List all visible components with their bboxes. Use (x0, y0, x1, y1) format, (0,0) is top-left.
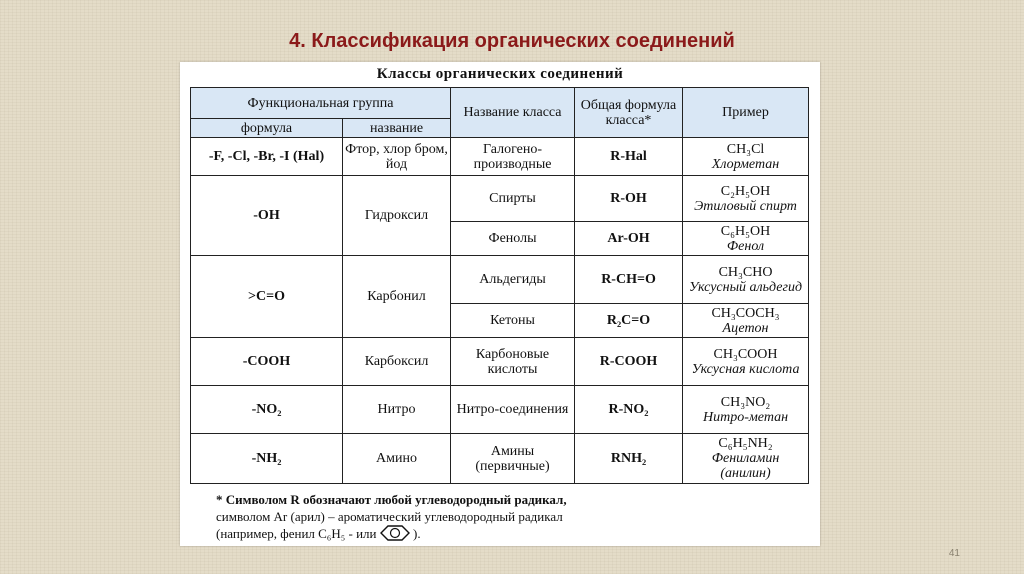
cell-general-formula: RNH₂ (575, 434, 683, 484)
table-row (191, 386, 809, 434)
cell-example (683, 386, 809, 434)
cell-formula: >C=O (191, 256, 343, 338)
example-name: Фениламин (анилин) (711, 451, 780, 481)
cell-general-formula: R-Hal (575, 138, 683, 176)
cell-name: Амино (343, 434, 451, 484)
cell-name: Гидроксил (343, 176, 451, 256)
cell-example (683, 338, 809, 386)
cell-class-name: Нитро-соединения (451, 386, 575, 434)
table-caption: Классы органических соединений (376, 66, 624, 82)
table-row (191, 338, 809, 386)
cell-name: Карбонил (343, 256, 451, 338)
header-formula: формула (191, 119, 343, 138)
example-name: Этиловый спирт (694, 198, 797, 214)
example-name: Ацетон (722, 320, 769, 336)
cell-class-name: Кетоны (451, 304, 575, 338)
footnote-line: * Символом R обозначают любой углеводородный радикал, (216, 492, 567, 507)
slide-title: 4. Классификация органических соединений (289, 30, 735, 52)
cell-class-name: Спирты (451, 176, 575, 222)
cell-example (683, 176, 809, 222)
table-row (191, 176, 809, 222)
example-formula: CH₃COCH₃ (711, 305, 780, 321)
classification-table (190, 87, 809, 484)
cell-general-formula: R-CH=O (575, 256, 683, 304)
cell-class-name: Галогено-производные (451, 138, 575, 176)
example-formula: C₂H₅OH (720, 183, 771, 199)
example-formula: CH₃CHO (718, 264, 773, 280)
cell-example (683, 138, 809, 176)
cell-formula: -F, -Cl, -Br, -I (Hal) (191, 138, 343, 176)
cell-name: Фтор, хлор бром, йод (343, 138, 451, 176)
table-row (191, 434, 809, 484)
cell-general-formula: R-NO₂ (575, 386, 683, 434)
header-functional-group: Функциональная группа (191, 88, 451, 119)
example-name: Уксусный альдегид (688, 279, 803, 295)
cell-example (683, 222, 809, 256)
cell-name: Нитро (343, 386, 451, 434)
cell-general-formula: R-OH (575, 176, 683, 222)
header-general-formula: Общая формула класса* (575, 88, 683, 138)
cell-class-name: Карбоновые кислоты (451, 338, 575, 386)
cell-example (683, 256, 809, 304)
table-panel (180, 62, 820, 546)
cell-formula: -NO₂ (191, 386, 343, 434)
footnote-text: ). (413, 526, 421, 541)
cell-class-name: Амины (первичные) (451, 434, 575, 484)
example-name: Уксусная кислота (691, 361, 800, 377)
example-formula: CH₃Cl (726, 141, 765, 157)
cell-example (683, 434, 809, 484)
example-name: Фенол (726, 238, 765, 254)
cell-general-formula: Ar-OH (575, 222, 683, 256)
footnote-text: (например, фенил C₆H₅ - или (216, 526, 377, 541)
cell-formula: -NH₂ (191, 434, 343, 484)
cell-example (683, 304, 809, 338)
page-number: 41 (948, 548, 960, 559)
footnote (216, 491, 806, 545)
cell-class-name: Фенолы (451, 222, 575, 256)
footnote-line: символом Ar (арил) – ароматический углеводородный радикал (216, 509, 563, 524)
example-name: Нитро-метан (702, 409, 789, 425)
footnote-line (216, 525, 806, 545)
cell-general-formula: R₂C=O (575, 304, 683, 338)
example-formula: C₆H₅NH₂ (718, 436, 773, 451)
table-row (191, 256, 809, 304)
header-example: Пример (683, 88, 809, 138)
cell-general-formula: R-COOH (575, 338, 683, 386)
cell-formula: -OH (191, 176, 343, 256)
header-class-name: Название класса (451, 88, 575, 138)
header-name: название (343, 119, 451, 138)
cell-class-name: Альдегиды (451, 256, 575, 304)
cell-name: Карбоксил (343, 338, 451, 386)
example-formula: C₆H₅OH (720, 223, 771, 239)
benzene-ring-icon (380, 525, 410, 545)
example-formula: CH₃COOH (713, 346, 778, 362)
cell-formula: -COOH (191, 338, 343, 386)
table-row (191, 138, 809, 176)
example-formula: CH₃NO₂ (720, 394, 771, 410)
example-name: Хлорметан (711, 156, 780, 172)
